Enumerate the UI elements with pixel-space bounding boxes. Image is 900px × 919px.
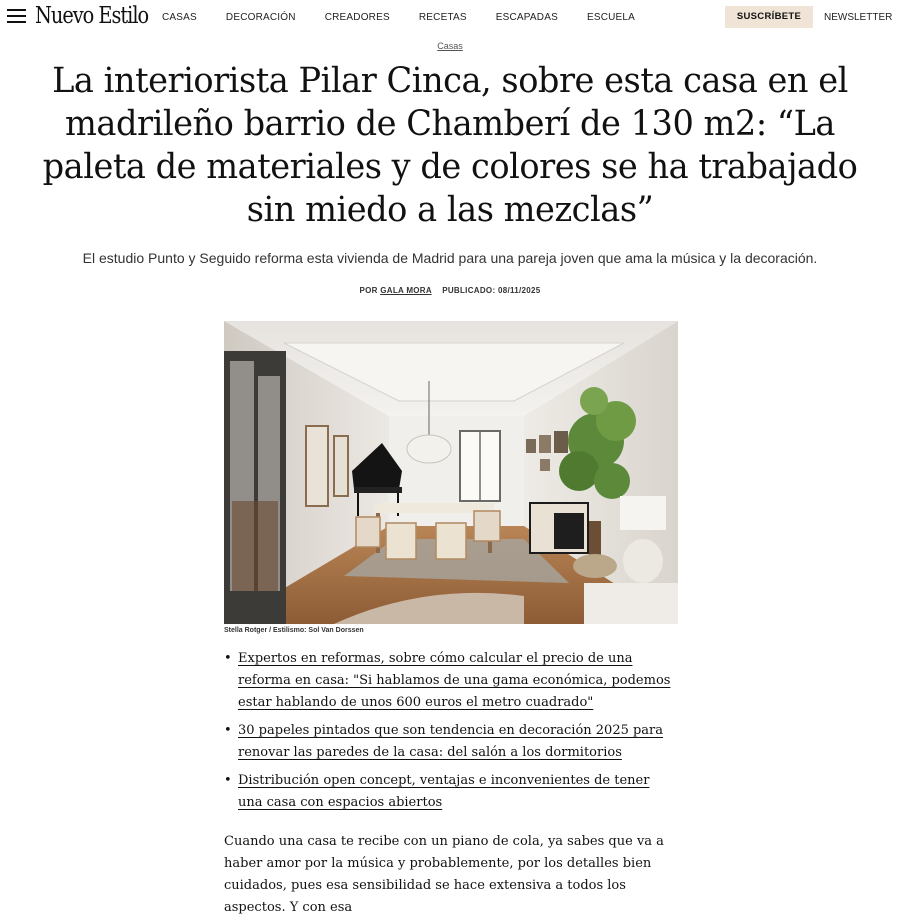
hero-photo: [224, 321, 678, 624]
list-item: [224, 770, 674, 814]
related-link-open-concept[interactable]: Distribución open concept, ventajas e inconvenientes de tener una casa con espacios abiertos: [238, 773, 650, 810]
newsletter-link[interactable]: NEWSLETTER: [824, 12, 893, 23]
byline-prefix: POR: [359, 286, 378, 295]
publish-date: PUBLICADO: 08/11/2025: [442, 286, 541, 295]
photo-caption: Stella Rotger / Estilismo: Sol Van Dorssen: [224, 627, 364, 634]
list-item: [224, 648, 674, 714]
nav-item-recetas[interactable]: RECETAS: [418, 12, 467, 23]
nav-item-decoracion[interactable]: DECORACIÓN: [225, 12, 296, 23]
article-title: La interiorista Pilar Cinca, sobre esta casa en el madrileño barrio de Chamberí de 130 m2: “La paleta de materiales y de colores se ha trabajado sin miedo a las mezclas”: [42, 61, 858, 230]
nav-item-casas[interactable]: CASAS: [162, 12, 197, 23]
related-link-papeles[interactable]: 30 papeles pintados que son tendencia en decoración 2025 para renovar las paredes de la casa: del salón a los dormitorios: [238, 723, 664, 760]
related-links-list: [224, 648, 674, 820]
category-tag: [0, 41, 900, 51]
category-link[interactable]: Casas: [437, 41, 463, 51]
nav-item-creadores[interactable]: CREADORES: [324, 12, 390, 23]
byline: [0, 286, 900, 295]
article-body-paragraph: Cuando una casa te recibe con un piano de cola, ya sabes que va a haber amor por la música y probablemente, por los detalles bien cuidados, pues esa sensibilidad se hace extensiva a todos los aspectos. Y con esa: [224, 834, 664, 915]
hamburger-menu-icon[interactable]: [7, 9, 27, 25]
top-bar: [0, 0, 900, 36]
article-subtitle: El estudio Punto y Seguido reforma esta vivienda de Madrid para una pareja joven que ama la música y la decoración.: [82, 250, 818, 266]
site-logo[interactable]: Nuevo Estilo: [35, 3, 149, 29]
author-link[interactable]: GALA MORA: [380, 286, 432, 295]
nav-item-escuela[interactable]: ESCUELA: [586, 12, 636, 23]
subscribe-button[interactable]: SUSCRÍBETE: [725, 6, 813, 28]
nav-item-escapadas[interactable]: ESCAPADAS: [495, 12, 558, 23]
list-item: [224, 720, 674, 764]
related-link-reformas[interactable]: Expertos en reformas, sobre cómo calcular el precio de una reforma en casa: "Si hablamos de una gama económica, podemos estar hablando de unos 600 euros el metro cuadrado": [238, 651, 671, 710]
main-nav: [162, 12, 664, 23]
